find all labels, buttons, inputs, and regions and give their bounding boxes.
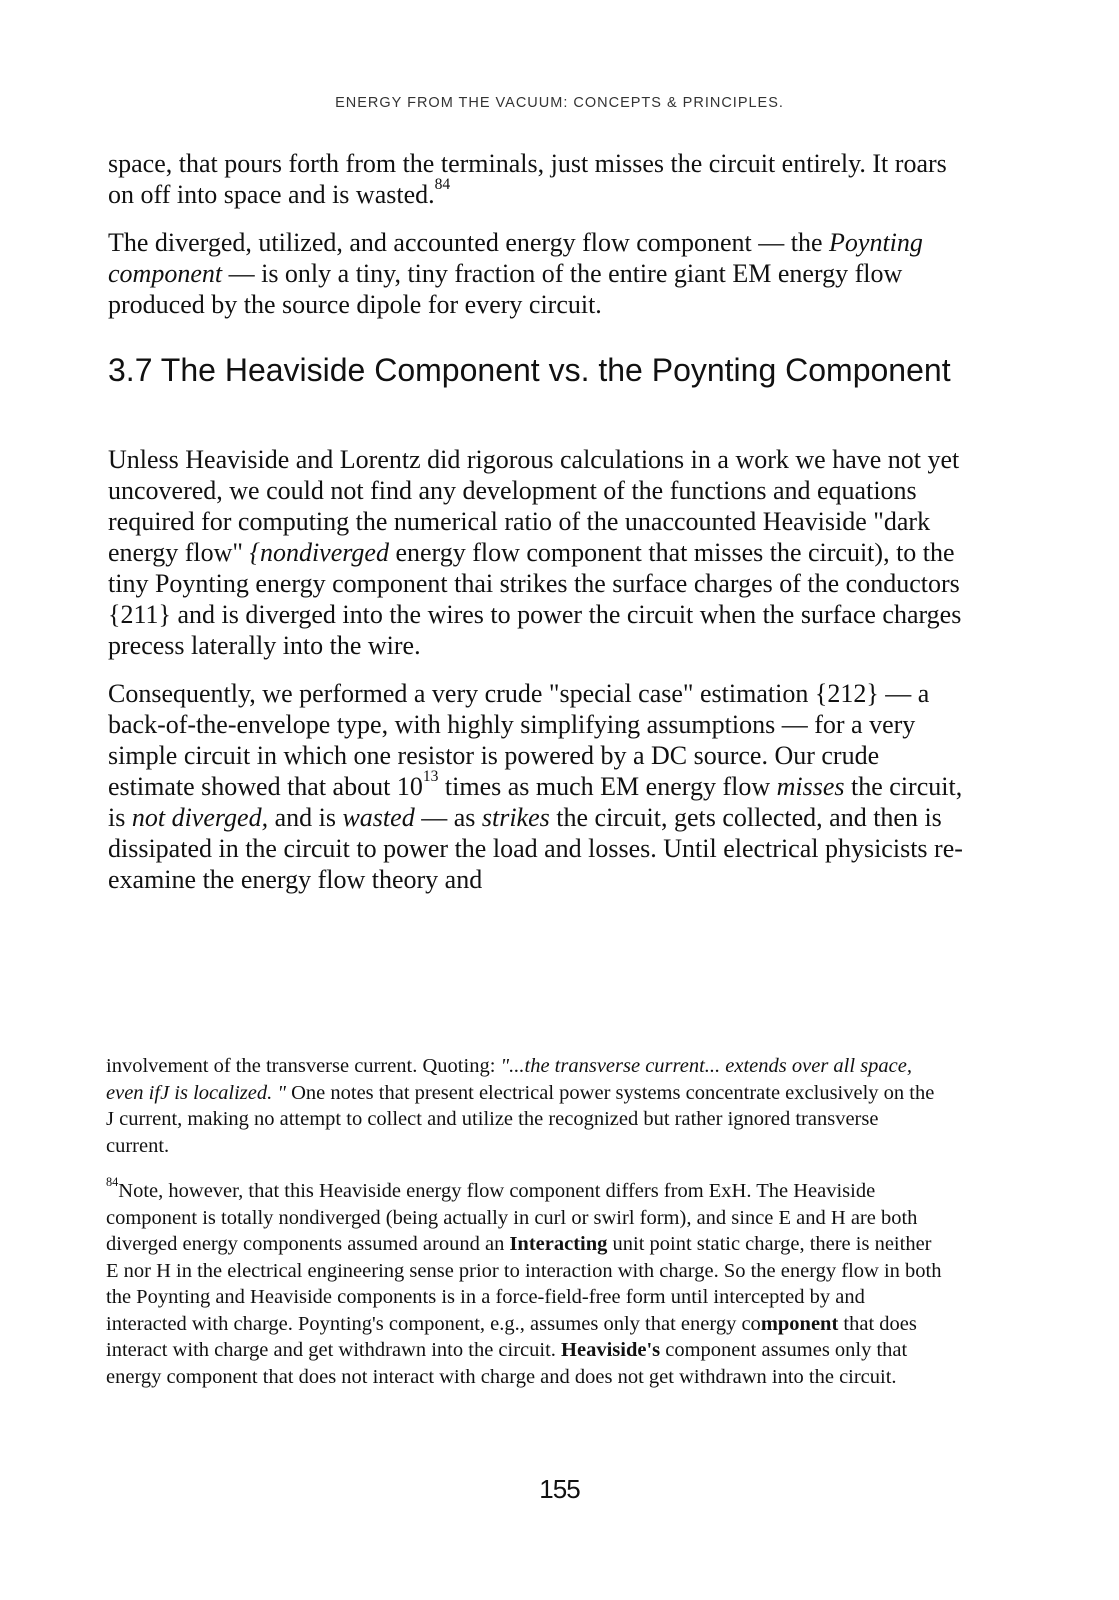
paragraph-4-text-f: the circuit, gets collected, and then is dissipated in the circuit to power the load and losses. Until electrical physicists re-examine the energy flow theory and xyxy=(108,803,963,894)
footnote-continuation-text-a: involvement of the transverse current. Quoting: xyxy=(106,1055,501,1077)
paragraph-4-text-e: — as xyxy=(414,803,482,832)
section-heading-3-7: 3.7 The Heaviside Component vs. the Poynting Component xyxy=(108,352,951,388)
page-number: 155 xyxy=(539,1474,580,1504)
paragraph-4-text-c: the circuit, is xyxy=(108,772,963,832)
footnote-quote: "...the transverse current... extends over all space, even ifJ is localized. " xyxy=(106,1055,912,1104)
strikes-term: strikes xyxy=(481,803,550,832)
misses-term: misses xyxy=(776,772,845,801)
not-diverged-term: not diverged, xyxy=(131,803,269,832)
footnote-ref-84[interactable]: 84 xyxy=(434,176,451,194)
paragraph-3-text-c: energy flow component that misses the circuit), to the tiny Poynting energy component thai strikes the surface charges of the conductors {211} and is diverged into the wires to power the circuit when the surface charges precess laterally into the wire. xyxy=(108,538,962,660)
poynting-component-term: Poynting component xyxy=(108,228,923,288)
footnote-84-bold-mponent: mponent xyxy=(760,1312,839,1335)
footnote-84-text-g: component assumes only that energy component that does not interact with charge and does not get withdrawn into the circuit. xyxy=(106,1339,908,1388)
paragraph-3 xyxy=(108,444,968,661)
footnote-continuation-text-c: One notes that present electrical power systems concentrate exclusively on the J current, making no attempt to collect and utilize the recognized but rather ignored transverse current. xyxy=(106,1081,935,1157)
paragraph-4-text-b: times as much EM energy flow xyxy=(438,772,777,801)
footnote-continuation xyxy=(106,1053,946,1159)
running-head: ENERGY FROM THE VACUUM: CONCEPTS & PRINCIPLES. xyxy=(335,95,784,111)
footnote-84-text-c: unit point static charge, there is neither E nor H in the electrical engineering sense prior to interaction with charge. So the energy flow in both the Poynting and Heaviside components is in a force-field-free form until intercepted by and interacted with charge. Poynting's component, e.g., assumes only that energy co xyxy=(106,1233,942,1335)
footnote-84-bold-heavisides: Heaviside's xyxy=(561,1339,661,1361)
paragraph-2-text-c: — is only a tiny, tiny fraction of the entire giant EM energy flow produced by the source dipole for every circuit. xyxy=(108,259,903,319)
exponent-13: 13 xyxy=(422,768,439,786)
footnote-84-mark: 84 xyxy=(106,1175,119,1190)
footnote-84-text-e: that does interact with charge and get withdrawn into the circuit. xyxy=(106,1312,917,1361)
paragraph-4-text-a: Consequently, we performed a very crude "special case" estimation {212} — a back-of-the-envelope type, with highly simplifying assumptions — for a very simple circuit in which one resistor is powered by a DC source. Our crude estimate showed that about 10 xyxy=(108,679,930,801)
footnote-84-bold-interacting: Interacting xyxy=(509,1233,608,1255)
paragraph-1-text: space, that pours forth from the terminals, just misses the circuit entirely. It roars on off into space and is wasted. xyxy=(108,149,947,209)
paragraph-1 xyxy=(108,148,968,210)
paragraph-4 xyxy=(108,678,968,895)
footnote-84-text-a: Note, however, that this Heaviside energy flow component differs from ExH. The Heaviside component is totally nondiverged (being actually in curl or swirl form), and since E and H are both diverged energy components assumed around an xyxy=(106,1180,918,1255)
footnote-84 xyxy=(106,1175,946,1390)
paragraph-2-text-a: The diverged, utilized, and accounted energy flow component — the xyxy=(108,228,830,257)
paragraph-3-text-a: Unless Heaviside and Lorentz did rigorous calculations in a work we have not yet uncovered, we could not find any development of the functions and equations required for computing the numerical ratio of the unaccounted Heaviside "dark energy flow" xyxy=(108,445,960,567)
nondiverged-term: {nondiverged xyxy=(249,538,389,567)
wasted-term: wasted xyxy=(342,803,415,832)
paragraph-2 xyxy=(108,227,968,320)
paragraph-4-text-d: and is xyxy=(268,803,343,832)
